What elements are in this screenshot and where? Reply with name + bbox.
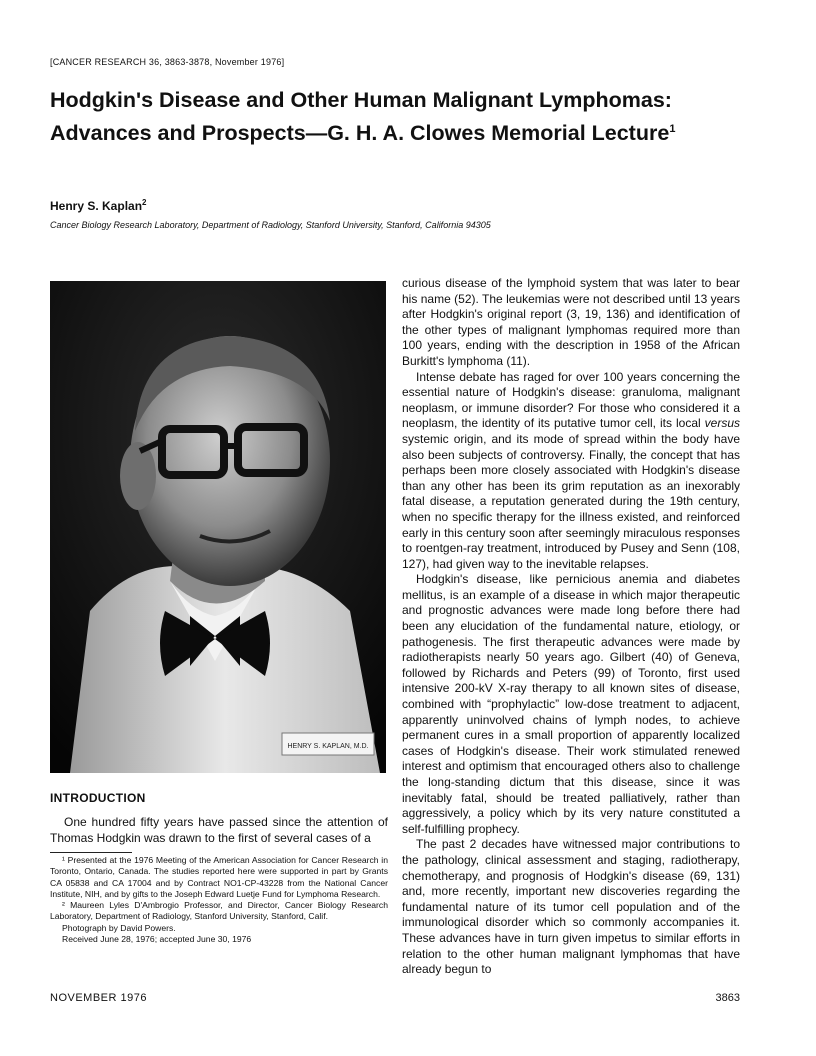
body-paragraph-4: The past 2 decades have witnessed major contributions to the pathology, clinical assessment and staging, radiotherapy, chemotherapy, and prognosis of Hodgkin's disease (69, 131) and, more recently, important new discoveries regarding the fundamental nature of its tumor cell population and of the immunological disorder which so commonly accompanies it. These advances have in turn given impetus to similar efforts in relation to the other human malignant lymphomas that have already begun to: [402, 837, 740, 977]
author-footnote-mark: 2: [142, 198, 147, 207]
body-paragraph-2-part-a: Intense debate has raged for over 100 years concerning the essential nature of Hodgkin's disease: granuloma, malignant neoplasm, or immune disorder? For those who considered it a neoplasm, the identity of its putative tumor cell, its local: [402, 369, 740, 431]
body-paragraph-2-emphasis: versus: [704, 416, 740, 431]
body-paragraph-2-part-b: systemic origin, and its mode of spread within the body have also been subjects of controversy. Finally, the concept that has perhaps been more closely associated with Hodgkin's disease than any other has been its grim reputation as an inexorably fatal disease, a reputation generated during the 19th century, when no specific therapy for the illness existed, and reinforced early in this century soon after seemingly miraculous responses to roentgen-ray treatment, introduced by Pusey and Senn (108, 127), had given way to the inevitable relapses.: [402, 431, 740, 571]
body-paragraph-1: curious disease of the lymphoid system that was later to bear his name (52). The leukemias were not described until 13 years after Hodgkin's original report (3, 19, 136) and identification of the other types of malignant lymphomas required more than 100 years, ending with the description in 1958 of the African Burkitt's lymphoma (11).: [402, 276, 740, 368]
intro-text: [50, 815, 388, 846]
title-footnote-mark: 1: [669, 123, 676, 135]
intro-paragraph: One hundred fifty years have passed since the attention of Thomas Hodgkin was drawn to the first of several cases of a: [50, 815, 388, 845]
received-dates: Received June 28, 1976; accepted June 30, 1976: [62, 934, 252, 945]
title-text: Hodgkin's Disease and Other Human Malignant Lymphomas: Advances and Prospects—G. H. A. Clowes Memorial Lecture: [50, 88, 672, 146]
body-paragraph-3: Hodgkin's disease, like pernicious anemia and diabetes mellitus, is an example of a disease in which major therapeutic and prognostic advances were made long before there had been any elucidation of the fundamental nature, etiology, or pathogenesis. The first therapeutic advances were made by radiotherapists nearly 50 years ago. Gilbert (40) of Geneva, followed by Richards and Peters (99) of Toronto, first used intensive 200-kV X-ray therapy to all known sites of disease, combined with “prophylactic” low-dose treatment to adjacent, apparently uninvolved chains of lymph nodes, to achieve permanent cures in a small proportion of apparently localized cases of Hodgkin's disease. Their work stimulated renewed interest and optimism that encouraged others also to challenge the long-standing dictum that this disease, since it was inevitably fatal, should be treated palliatively, rather than aggressively, a policy which by its very nature constituted a self-fulfilling prophecy.: [402, 572, 740, 836]
author-name: [50, 198, 146, 213]
section-heading-introduction: INTRODUCTION: [50, 791, 146, 805]
footer-date: NOVEMBER 1976: [50, 992, 147, 1004]
running-head: [CANCER RESEARCH 36, 3863-3878, November 1976]: [50, 57, 285, 67]
article-title: [50, 86, 750, 148]
footnote-divider: [50, 852, 132, 853]
author-portrait-photo: [50, 281, 386, 773]
author-text: Henry S. Kaplan: [50, 199, 143, 213]
author-affiliation: Cancer Biology Research Laboratory, Department of Radiology, Stanford University, Stanford, California 94305: [50, 220, 491, 230]
page-number: 3863: [715, 992, 740, 1004]
right-column-text: [402, 276, 740, 978]
footnotes: [50, 855, 388, 945]
body-paragraph-2: [402, 370, 740, 573]
name-badge-text: HENRY S. KAPLAN, M.D.: [287, 743, 369, 750]
photo-credit: Photograph by David Powers.: [62, 922, 176, 933]
footnote-2: ² Maureen Lyles D'Ambrogio Professor, and Director, Cancer Biology Research Laboratory, Department of Radiology, Stanford University, Stanford, Calif.: [50, 900, 388, 922]
footnote-1: ¹ Presented at the 1976 Meeting of the American Association for Cancer Research in Toronto, Ontario, Canada. The studies reported here were supported in part by Grants CA 05838 and CA 17004 and by Contract NO1-CP-43228 from the National Cancer Institute, NIH, and by gifts to the Joseph Edward Luetje Fund for Lymphoma Research.: [50, 855, 388, 899]
